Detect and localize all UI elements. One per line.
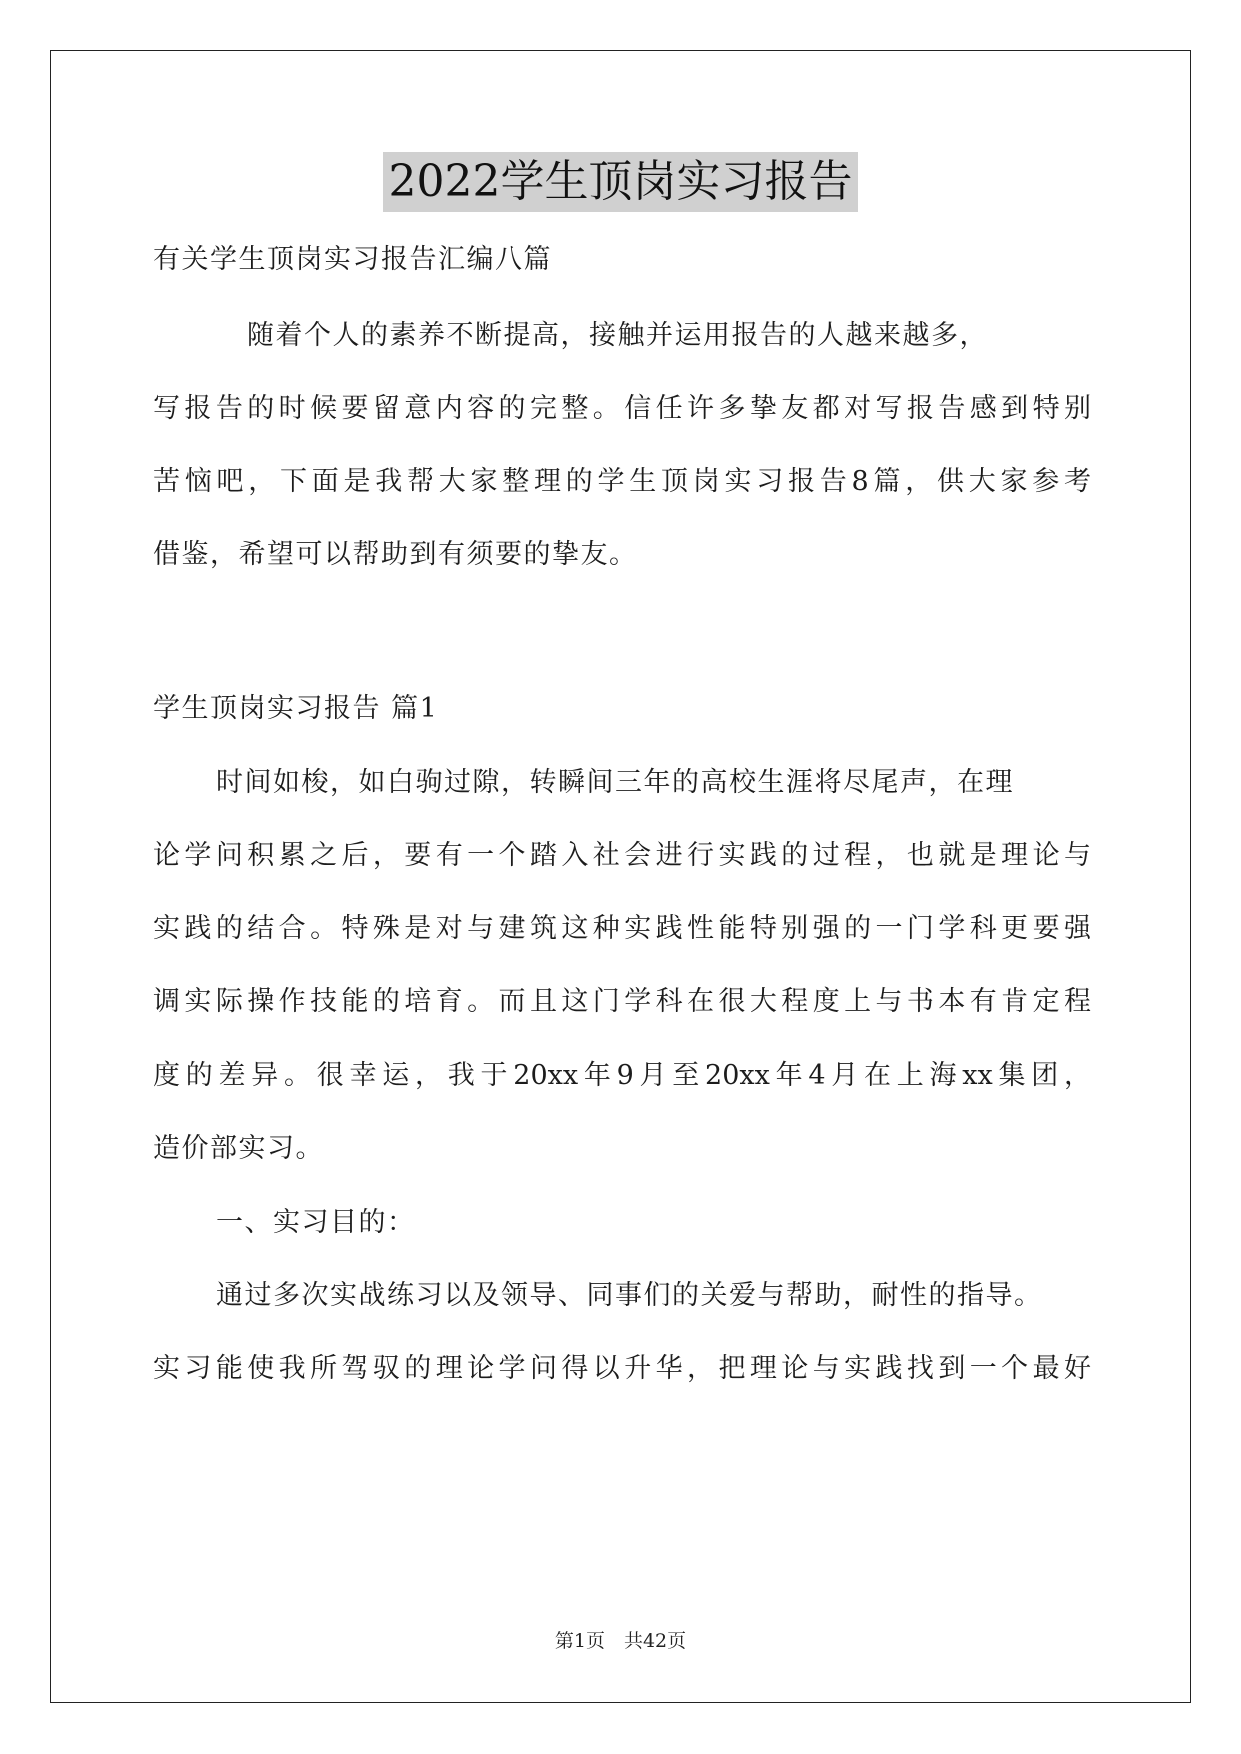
title-container [0,152,1241,212]
page-footer: 第1页 共42页 [554,1630,687,1652]
paragraph-line: 写报告的时候要留意内容的完整。信任许多挚友都对写报告感到特别 [153,393,1091,424]
document-subtitle: 有关学生顶岗实习报告汇编八篇 [153,244,552,275]
paragraph-line: 论学问积累之后，要有一个踏入社会进行实践的过程，也就是理论与 [153,840,1091,871]
paragraph-line: 随着个人的素养不断提高，接触并运用报告的人越来越多， [247,320,988,351]
paragraph-line: 实习能使我所驾驭的理论学问得以升华，把理论与实践找到一个最好 [153,1353,1091,1384]
paragraph-line: 调实际操作技能的培育。而且这门学科在很大程度上与书本有肯定程 [153,986,1091,1017]
paragraph-line: 借鉴，希望可以帮助到有须要的挚友。 [153,539,638,570]
paragraph-line: 时间如梭，如白驹过隙，转瞬间三年的高校生涯将尽尾声，在理 [216,767,1014,798]
paragraph-line: 造价部实习。 [153,1133,324,1164]
paragraph-line: 通过多次实战练习以及领导、同事们的关爱与帮助，耐性的指导。 [216,1280,1043,1311]
section-heading: 一、实习目的： [216,1207,416,1238]
paragraph-line: 度的差异。很幸运，我于20xx年9月至20xx年4月在上海xx集团， [153,1060,1091,1091]
section-heading: 学生顶岗实习报告 篇1 [153,693,439,724]
paragraph-line: 实践的结合。特殊是对与建筑这种实践性能特别强的一门学科更要强 [153,913,1091,944]
paragraph-line: 苦恼吧，下面是我帮大家整理的学生顶岗实习报告8篇，供大家参考 [153,466,1091,497]
document-title: 2022学生顶岗实习报告 [383,152,859,212]
page-border [50,50,1191,1703]
